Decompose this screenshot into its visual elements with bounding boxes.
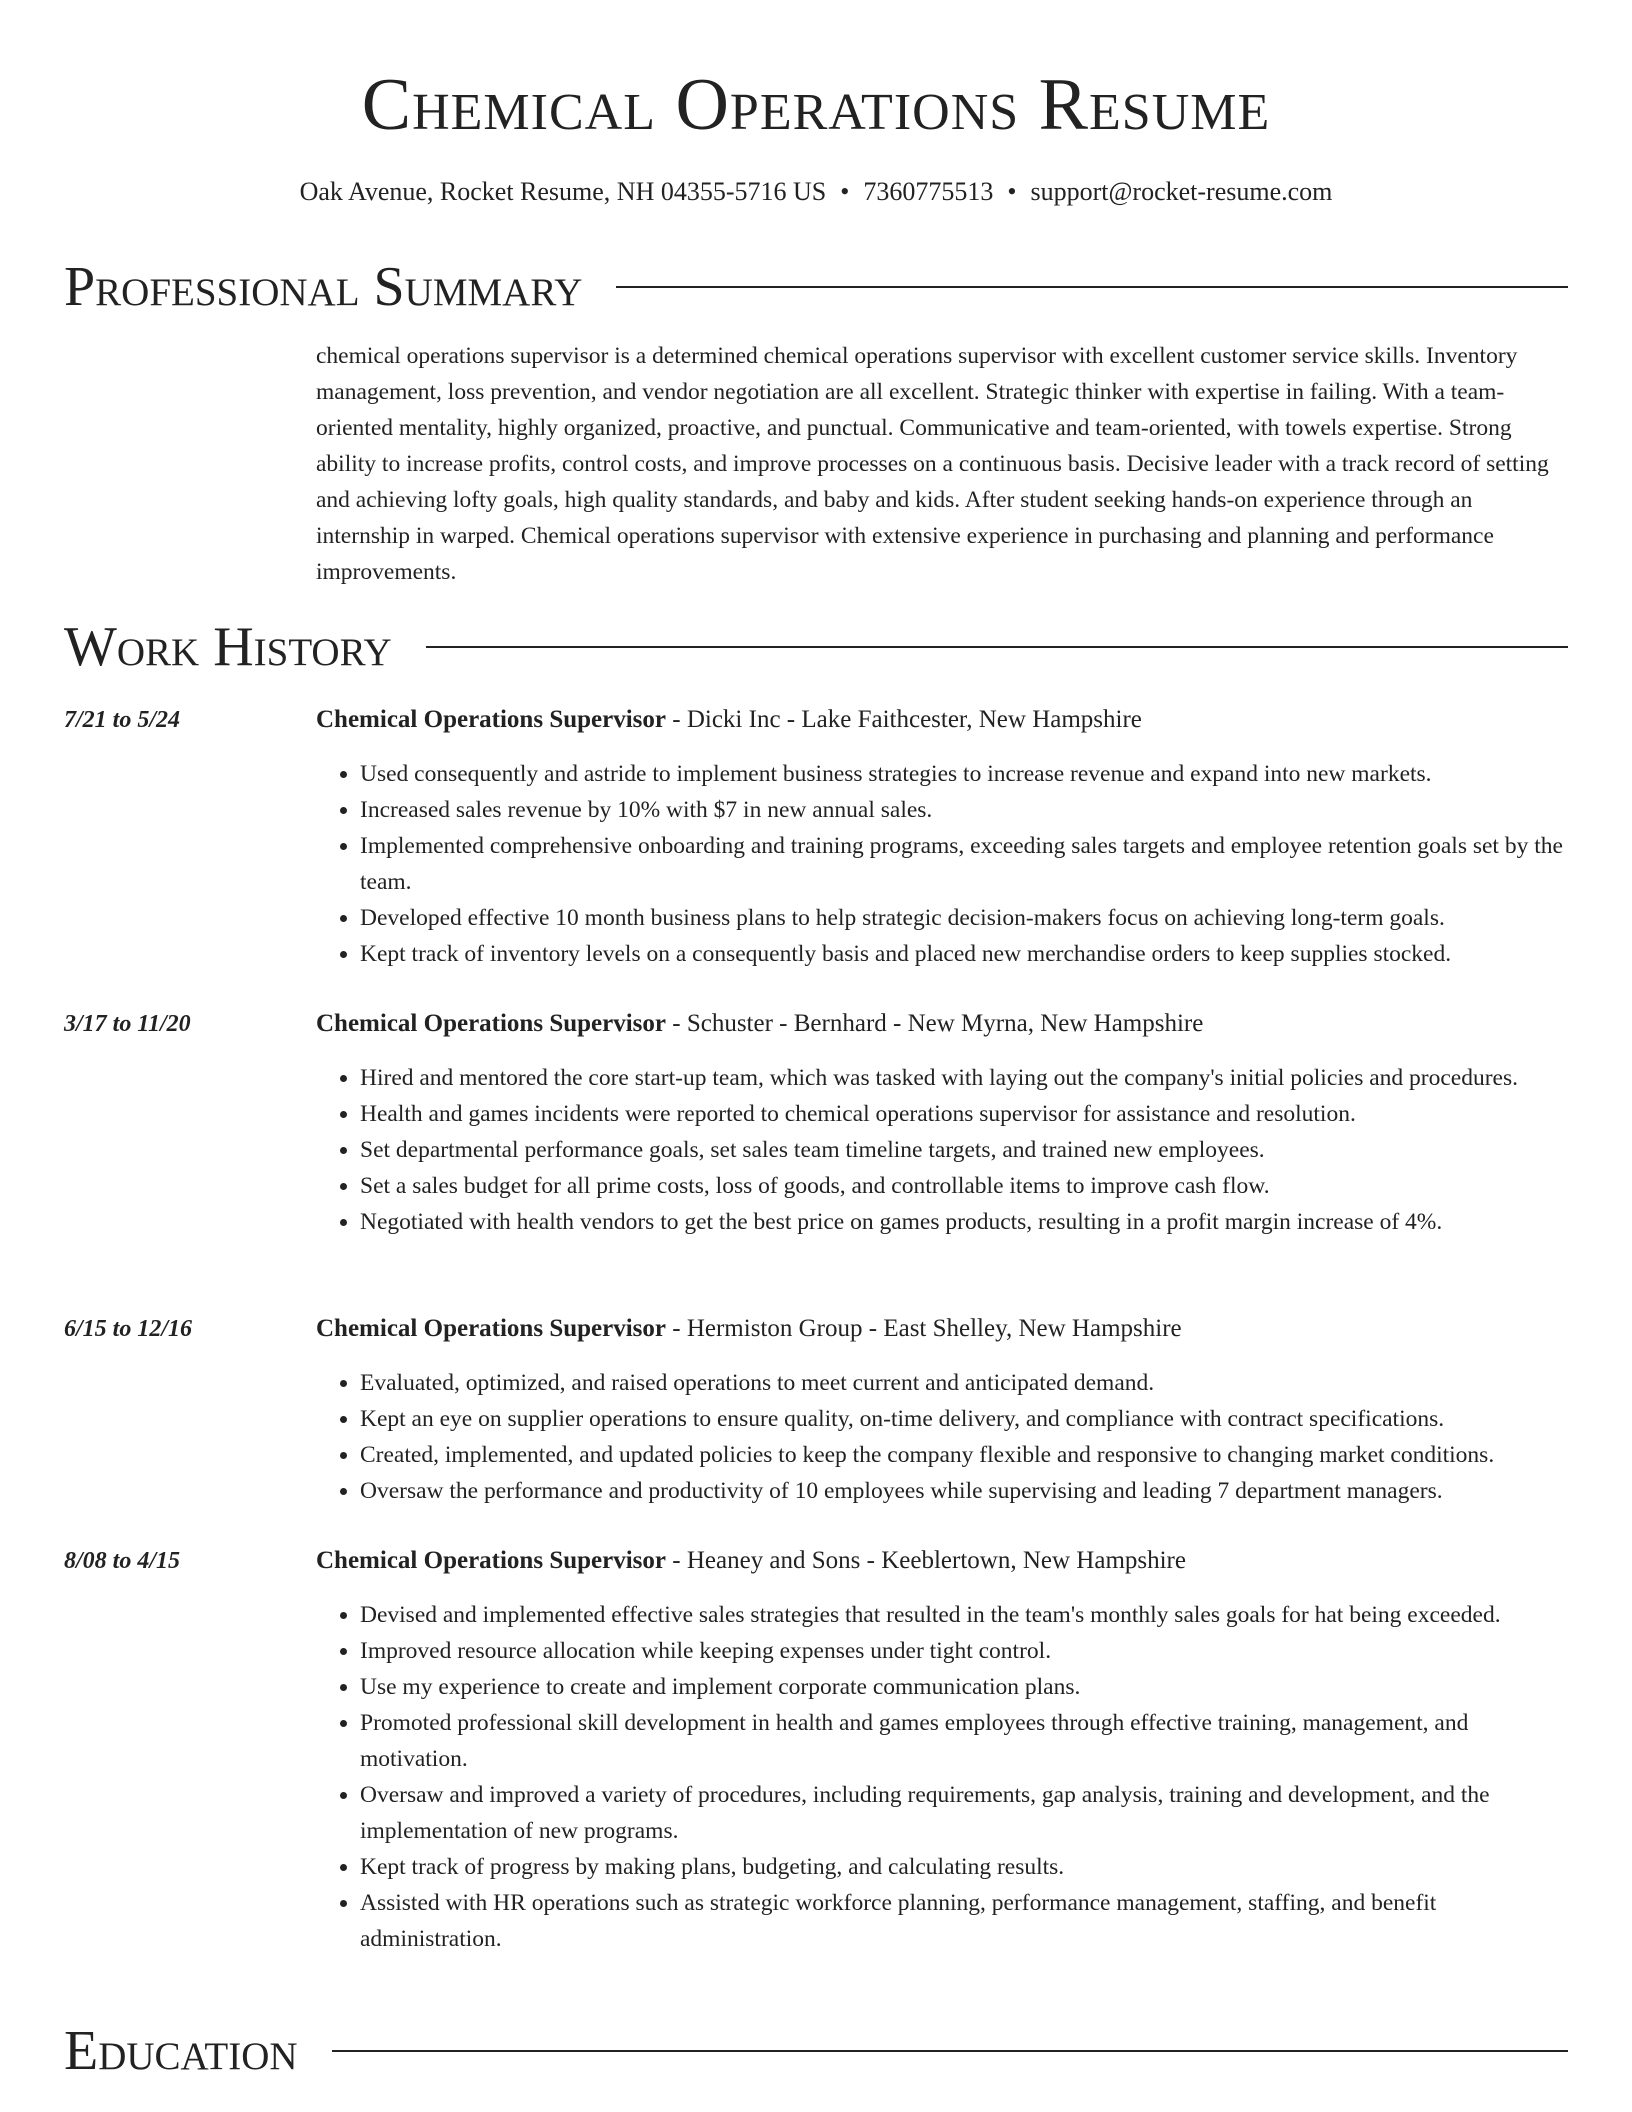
job-details: - Heaney and Sons - Keeblertown, New Hampshire xyxy=(666,1547,1186,1574)
contact-email: support@rocket-resume.com xyxy=(1030,177,1333,206)
job-title: Chemical Operations Supervisor xyxy=(316,1315,666,1342)
job-bullets xyxy=(316,1597,1568,1957)
resume-title: Chemical Operations Resume xyxy=(361,64,1271,146)
job-bullet: • Created, implemented, and updated policies to keep the company flexible and responsive to changing market conditions. xyxy=(360,1437,1568,1473)
job-bullet: • Hired and mentored the core start-up team, which was tasked with laying out the company's initial policies and procedures. xyxy=(360,1060,1568,1096)
job-bullet: • Use my experience to create and implement corporate communication plans. xyxy=(360,1669,1568,1705)
job-title: Chemical Operations Supervisor xyxy=(316,1010,666,1037)
section-divider xyxy=(332,2050,1568,2052)
job-details: - Schuster - Bernhard - New Myrna, New Hampshire xyxy=(666,1010,1204,1037)
job-bullet: • Kept track of inventory levels on a consequently basis and placed new merchandise orders to keep supplies stocked. xyxy=(360,936,1568,972)
contact-phone: 7360775513 xyxy=(863,177,994,206)
section-divider xyxy=(616,286,1568,288)
job-details: - Dicki Inc - Lake Faithcester, New Hampshire xyxy=(666,706,1142,733)
job-bullet: • Evaluated, optimized, and raised operations to meet current and anticipated demand. xyxy=(360,1365,1568,1401)
job-bullet: • Used consequently and astride to implement business strategies to increase revenue and expand into new markets. xyxy=(360,756,1568,792)
job-bullet: • Devised and implemented effective sales strategies that resulted in the team's monthly sales goals for hat being exceeded. xyxy=(360,1597,1568,1633)
contact-separator: • xyxy=(840,177,850,206)
work-history-heading: Work History xyxy=(64,616,392,678)
job-bullet: • Increased sales revenue by 10% with $7 in new annual sales. xyxy=(360,792,1568,828)
job-bullet: • Kept track of progress by making plans, budgeting, and calculating results. xyxy=(360,1849,1568,1885)
contact-address: Oak Avenue, Rocket Resume, NH 04355-5716 US xyxy=(299,177,827,206)
job-dates: 3/17 to 11/20 xyxy=(64,1011,191,1037)
section-divider xyxy=(426,646,1568,648)
job-title-line xyxy=(316,1543,1568,1579)
job-bullet: • Implemented comprehensive onboarding and training programs, exceeding sales targets and employee retention goals set by the team. xyxy=(360,828,1568,900)
job-title-line xyxy=(316,702,1568,738)
job-bullet: • Set a sales budget for all prime costs, loss of goods, and controllable items to improve cash flow. xyxy=(360,1168,1568,1204)
job-bullets xyxy=(316,756,1568,972)
job-bullets xyxy=(316,1060,1568,1240)
job-dates: 8/08 to 4/15 xyxy=(64,1548,181,1574)
job-dates: 6/15 to 12/16 xyxy=(64,1316,193,1342)
job-bullet: • Kept an eye on supplier operations to ensure quality, on-time delivery, and compliance with contract specifications. xyxy=(360,1401,1568,1437)
job-bullet: • Promoted professional skill development in health and games employees through effective training, management, and motivation. xyxy=(360,1705,1568,1777)
job-bullet: • Health and games incidents were reported to chemical operations supervisor for assistance and resolution. xyxy=(360,1096,1568,1132)
contact-line xyxy=(0,174,1632,210)
contact-separator: • xyxy=(1007,177,1017,206)
job-title-line xyxy=(316,1311,1568,1347)
work-history-section-header xyxy=(64,614,1568,680)
job-bullets xyxy=(316,1365,1568,1509)
summary-text: chemical operations supervisor is a determined chemical operations supervisor with excellent customer service skills. Inventory management, loss prevention, and vendor negotiation are all excellent. Strategic thinker with expertise in failing. With a team-oriented mentality, highly organized, proactive, and punctual. Communicative and team-oriented, with towels expertise. Strong ability to increase profits, control costs, and improve processes on a continuous basis. Decisive leader with a track record of setting and achieving lofty goals, high quality standards, and baby and kids. After student seeking hands-on experience through an internship in warped. Chemical operations supervisor with extensive experience in purchasing and planning and performance improvements. xyxy=(316,343,1549,585)
education-section-header xyxy=(64,2018,1568,2084)
job-bullet: • Developed effective 10 month business plans to help strategic decision-makers focus on achieving long-term goals. xyxy=(360,900,1568,936)
job-bullet: • Negotiated with health vendors to get the best price on games products, resulting in a profit margin increase of 4%. xyxy=(360,1204,1568,1240)
job-bullet: • Oversaw the performance and productivity of 10 employees while supervising and leading 7 department managers. xyxy=(360,1473,1568,1509)
job-bullet: • Assisted with HR operations such as strategic workforce planning, performance management, staffing, and benefit administration. xyxy=(360,1885,1568,1957)
job-title: Chemical Operations Supervisor xyxy=(316,706,666,733)
job-dates: 7/21 to 5/24 xyxy=(64,707,181,733)
education-heading: Education xyxy=(64,2020,298,2082)
job-title-line xyxy=(316,1006,1568,1042)
summary-heading: Professional Summary xyxy=(64,256,583,318)
summary-section-header xyxy=(64,254,1568,320)
job-title: Chemical Operations Supervisor xyxy=(316,1547,666,1574)
job-bullet: • Oversaw and improved a variety of procedures, including requirements, gap analysis, training and development, and the implementation of new programs. xyxy=(360,1777,1568,1849)
job-bullet: • Set departmental performance goals, set sales team timeline targets, and trained new employees. xyxy=(360,1132,1568,1168)
job-details: - Hermiston Group - East Shelley, New Hampshire xyxy=(666,1315,1182,1342)
job-bullet: • Improved resource allocation while keeping expenses under tight control. xyxy=(360,1633,1568,1669)
